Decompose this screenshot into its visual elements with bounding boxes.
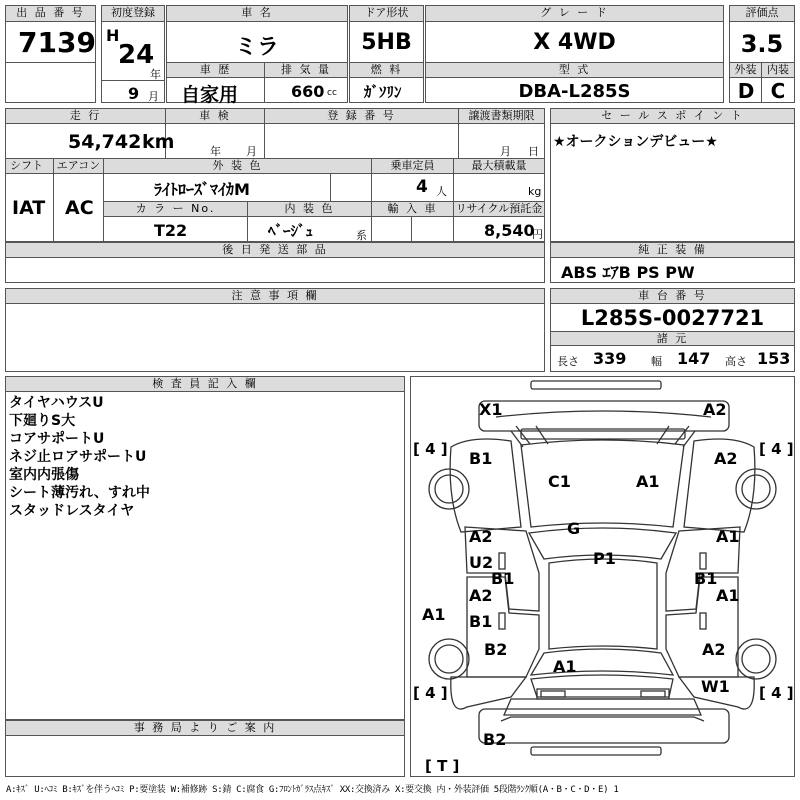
mark-b1-sill-left: B1 [491, 569, 515, 588]
note-line: シート薄汚れ、すれ中 [9, 485, 150, 501]
chassis-label: 車 台 番 号 [551, 289, 794, 304]
car-name-box [166, 5, 348, 63]
ext-int-box [729, 62, 795, 103]
mark-a1-door-rr: A1 [716, 586, 740, 605]
model-label: 型 式 [426, 63, 723, 78]
ext-label: 外装 [730, 63, 762, 78]
height: 153 [757, 349, 791, 368]
grade-label: グ レ ー ド [426, 6, 723, 22]
equipment-label: 純 正 装 備 [551, 243, 794, 258]
mileage: 54,742 [68, 131, 142, 153]
recycle-label: リサイクル預託金 [455, 202, 543, 215]
mark-u2-door-fl: U2 [469, 553, 494, 572]
tire-fl: [ 4 ] [413, 440, 448, 458]
legend: A:ｷｽﾞ U:ﾍｺﾐ B:ｷｽﾞを伴うﾍｺﾐ P:要塗装 W:補修跡 S:錆 C:腐食 G:ﾌﾛﾝﾄｶﾞﾗｽ点ｷｽﾞ XX:交換済み X:要交換 内・外装評価 5段階ﾗﾝｸ順(A・B・C・D・E) 1 [6, 785, 619, 795]
mark-a1-hood: A1 [636, 472, 660, 491]
lot-box [5, 5, 96, 103]
mark-b1-door-rl: B1 [469, 612, 493, 631]
int-color-unit: 系 [356, 229, 367, 242]
note-line: スタッドレスタイヤ [9, 503, 135, 519]
mark-g-glass: G [567, 519, 581, 538]
color-no-label: カ ラ ー No. [104, 202, 248, 217]
office-box [5, 720, 405, 777]
lot-number: 7139 [18, 26, 96, 59]
int-grade: C [770, 79, 786, 103]
equipment-text: ABS ｴｱB PS PW [561, 263, 695, 282]
mark-b2-quarter-left: B2 [484, 640, 508, 659]
mark-a2-quarter-right: A2 [702, 640, 726, 659]
inspector-box [5, 376, 405, 720]
note-line: ネジ止ロアサポートU [9, 449, 147, 465]
ac-label: エアコン [54, 159, 104, 174]
grade-box [425, 5, 724, 63]
score-box [729, 5, 795, 63]
mark-a2-door-rl: A2 [469, 586, 493, 605]
car-diagram [410, 376, 795, 777]
length-label: 長さ [557, 355, 579, 368]
load-unit: kg [528, 185, 542, 198]
mark-a2-fender-right: A2 [714, 449, 738, 468]
displacement-label: 排 気 量 [265, 63, 347, 78]
model-box [425, 62, 724, 103]
fuel-label: 燃 料 [350, 63, 423, 78]
door-label: ドア形状 [350, 6, 423, 22]
import-label: 輸 入 車 [372, 202, 454, 217]
transfer-month-unit: 月 [500, 145, 511, 158]
transfer-label: 譲渡書類期限 [459, 109, 544, 124]
mark-c1-hood: C1 [548, 472, 571, 491]
load-label: 最大積載量 [454, 159, 544, 174]
fuel: ｶﾞｿﾘﾝ [364, 83, 402, 101]
color-no: T22 [154, 221, 188, 240]
inspection-label: 車 検 [166, 109, 265, 124]
score: 3.5 [740, 30, 784, 58]
car-name: ミラ [234, 35, 279, 60]
displacement: 660 [291, 82, 325, 101]
mileage-unit: km [142, 131, 175, 153]
mark-a1-door-fr: A1 [716, 527, 740, 546]
seats-label: 乗車定員 [372, 159, 454, 174]
car-name-label: 車 名 [167, 6, 347, 22]
score-label: 評価点 [730, 6, 794, 22]
tire-rl: [ 4 ] [413, 684, 448, 702]
history-box [166, 62, 348, 106]
mark-x1: X1 [479, 400, 503, 419]
year-unit: 年 [150, 68, 161, 81]
caution-label: 注 意 事 項 欄 [6, 289, 544, 304]
inspector-label: 検 査 員 記 入 欄 [6, 377, 404, 392]
mark-a1-trunk: A1 [553, 657, 577, 676]
mark-a2-door-fl: A2 [469, 527, 493, 546]
note-line: タイヤハウスU [9, 395, 104, 411]
displacement-unit: cc [327, 88, 337, 98]
int-color: ﾍﾞｰｼﾞｭ [268, 222, 314, 240]
reg-month: 9 [128, 84, 140, 103]
era: H [106, 26, 120, 45]
sales-point-text: ★オークションデビュー★ [553, 134, 718, 150]
details-box [5, 108, 545, 242]
door-type: 5HB [361, 30, 412, 55]
height-label: 高さ [725, 355, 747, 368]
seats: 4 [416, 177, 428, 197]
ext-color: ﾗｲﾄﾛｰｽﾞﾏｲｶM [154, 180, 250, 199]
inspection-month-unit: 月 [246, 145, 257, 158]
mark-b2-rear: B2 [483, 730, 507, 749]
ac: AC [65, 197, 94, 219]
sales-point-box [550, 108, 795, 242]
inspection-year-unit: 年 [210, 145, 221, 158]
shift: IAT [12, 197, 46, 219]
history: 自家用 [181, 84, 239, 106]
reg-year: 24 [118, 40, 155, 70]
first-reg-label: 初度登録 [102, 6, 164, 22]
history-label: 車 歴 [167, 63, 265, 78]
month-unit: 月 [148, 90, 159, 103]
later-parts-box [5, 242, 545, 283]
dims-label: 諸 元 [551, 331, 794, 346]
chassis-number: L285S-0027721 [580, 306, 765, 330]
transfer-day-unit: 日 [528, 145, 539, 158]
recycle: 8,540 [484, 221, 535, 240]
int-label: 内装 [762, 63, 794, 78]
width-label: 幅 [651, 355, 662, 368]
shift-label: シフト [6, 159, 54, 174]
tire-rr: [ 4 ] [759, 684, 794, 702]
equipment-box [550, 242, 795, 283]
lot-label: 出 品 番 号 [6, 6, 95, 22]
inspector-notes [9, 394, 150, 520]
sales-point-label: セ ー ル ス ポ イ ン ト [551, 109, 794, 124]
mark-a2-front-right: A2 [703, 400, 727, 419]
int-color-label: 内 装 色 [248, 202, 372, 217]
office-label: 事 務 局 よ り ご 案 内 [6, 721, 404, 736]
mark-p1-roof: P1 [593, 549, 616, 568]
ext-color-label: 外 装 色 [104, 159, 372, 174]
mark-b1-fender-left: B1 [469, 449, 493, 468]
note-line: 下廻りS大 [9, 413, 76, 429]
first-reg-box [101, 5, 165, 103]
mark-b1-sill-right: B1 [694, 569, 718, 588]
mileage-label: 走 行 [6, 109, 166, 124]
note-line: コアサポートU [9, 431, 105, 447]
regno-label: 登 録 番 号 [265, 109, 459, 124]
recycle-unit: 円 [532, 228, 543, 241]
door-box [349, 5, 424, 63]
later-parts-label: 後 日 発 送 部 品 [6, 243, 544, 258]
caution-box [5, 288, 545, 372]
mark-w1: W1 [701, 677, 730, 696]
mark-a1-side-left: A1 [422, 605, 446, 624]
tire-spare: [ T ] [425, 757, 460, 775]
fuel-box [349, 62, 424, 103]
car-outline [411, 377, 794, 776]
note-line: 室内内張傷 [9, 467, 79, 483]
seats-unit: 人 [436, 185, 447, 198]
tire-fr: [ 4 ] [759, 440, 794, 458]
model: DBA-L285S [518, 81, 631, 102]
length: 339 [593, 349, 627, 368]
width: 147 [677, 349, 711, 368]
chassis-box [550, 288, 795, 372]
grade: X 4WD [533, 30, 616, 55]
ext-grade: D [737, 79, 755, 103]
